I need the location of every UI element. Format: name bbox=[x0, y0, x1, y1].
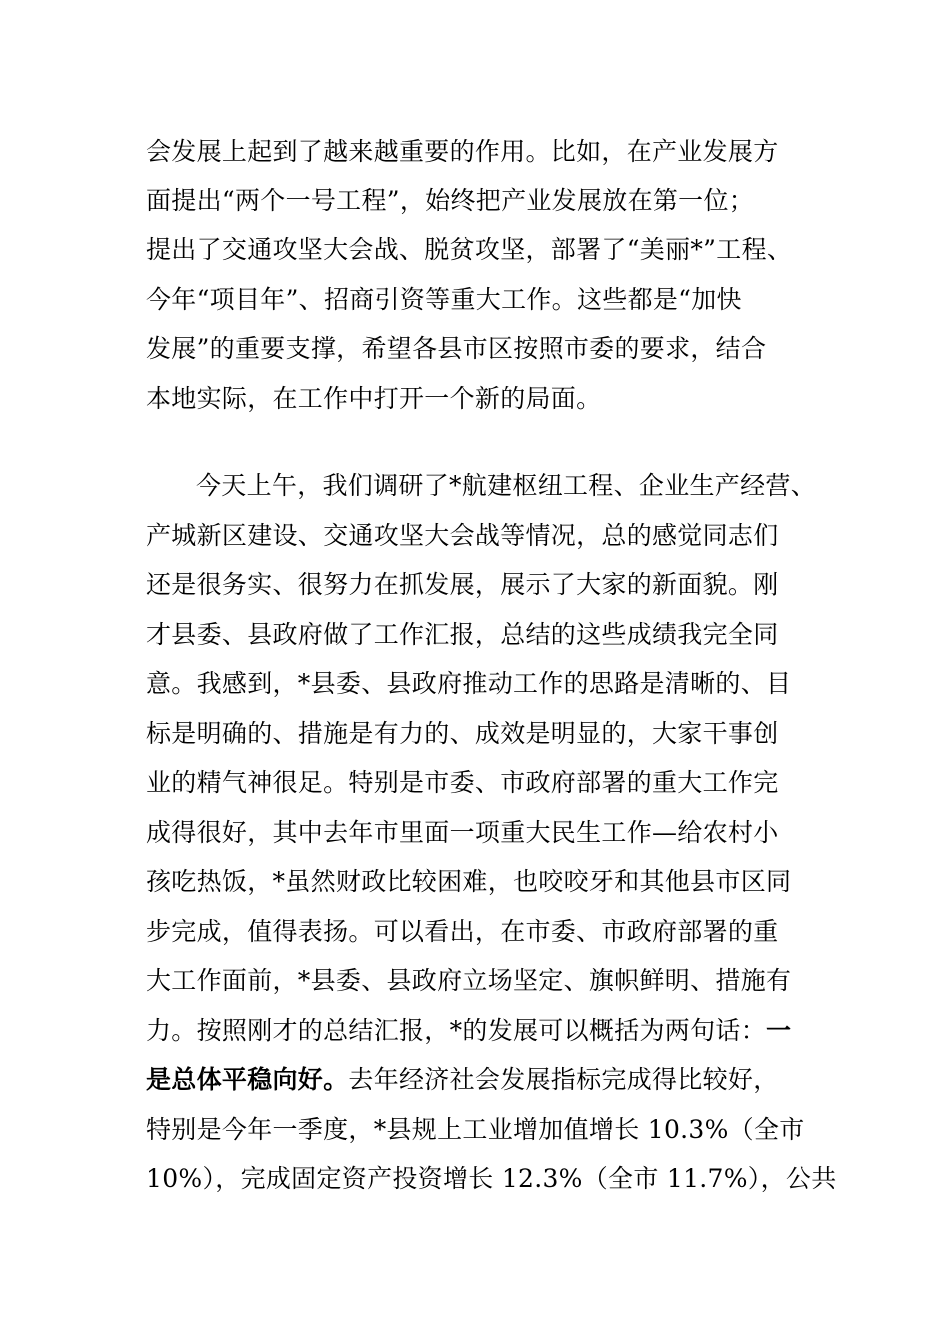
text-line bbox=[146, 1064, 826, 1096]
text-line: 步完成，值得表扬。可以看出，在市委、市政府部署的重 bbox=[146, 917, 779, 946]
text-line: 业的精气神很足。特别是市委、市政府部署的重大工作完 bbox=[146, 768, 779, 797]
bold-text: 一 bbox=[766, 1016, 792, 1045]
text-line: 发展”的重要支撑，希望各县市区按照市委的要求，结合 bbox=[146, 334, 767, 363]
text-line: 标是明确的、措施是有力的、成效是明显的，大家干事创 bbox=[146, 719, 779, 748]
bold-heading-text: 是总体平稳向好。 bbox=[146, 1065, 349, 1094]
text-line: 产城新区建设、交通攻坚大会战等情况，总的感觉同志们 bbox=[146, 521, 779, 550]
text-line: 提出了交通攻坚大会战、脱贫攻坚，部署了“美丽*”工程、 bbox=[146, 235, 793, 264]
text-line: 特别是今年一季度，*县规上工业增加值增长 10.3%（全市 bbox=[146, 1115, 805, 1144]
text-segment: 力。按照刚才的总结汇报，*的发展可以概括为两句话： bbox=[146, 1016, 767, 1045]
text-line: 才县委、县政府做了工作汇报，总结的这些成绩我完全同 bbox=[146, 620, 779, 649]
text-line: 今年“项目年”、招商引资等重大工作。这些都是“加快 bbox=[146, 285, 742, 314]
text-line-indented: 今天上午，我们调研了*航建枢纽工程、企业生产经营、 bbox=[196, 471, 817, 500]
text-line: 本地实际，在工作中打开一个新的局面。 bbox=[146, 384, 602, 413]
text-line: 意。我感到，*县委、县政府推动工作的思路是清晰的、目 bbox=[146, 669, 792, 698]
text-line: 会发展上起到了越来越重要的作用。比如，在产业发展方 bbox=[146, 137, 779, 166]
text-line: 10%），完成固定资产投资增长 12.3%（全市 11.7%），公共 bbox=[146, 1164, 837, 1193]
text-line bbox=[146, 1015, 826, 1047]
text-segment: 去年经济社会发展指标完成得比较好， bbox=[348, 1065, 779, 1094]
text-line: 孩吃热饭，*虽然财政比较困难，也咬咬牙和其他县市区同 bbox=[146, 867, 792, 896]
text-line: 还是很务实、很努力在抓发展，展示了大家的新面貌。刚 bbox=[146, 570, 779, 599]
text-line: 成得很好，其中去年市里面一项重大民生工作—给农村小 bbox=[146, 818, 779, 847]
text-line: 面提出“两个一号工程”，始终把产业发展放在第一位； bbox=[146, 186, 755, 215]
text-line: 大工作面前，*县委、县政府立场坚定、旗帜鲜明、措施有 bbox=[146, 966, 792, 995]
